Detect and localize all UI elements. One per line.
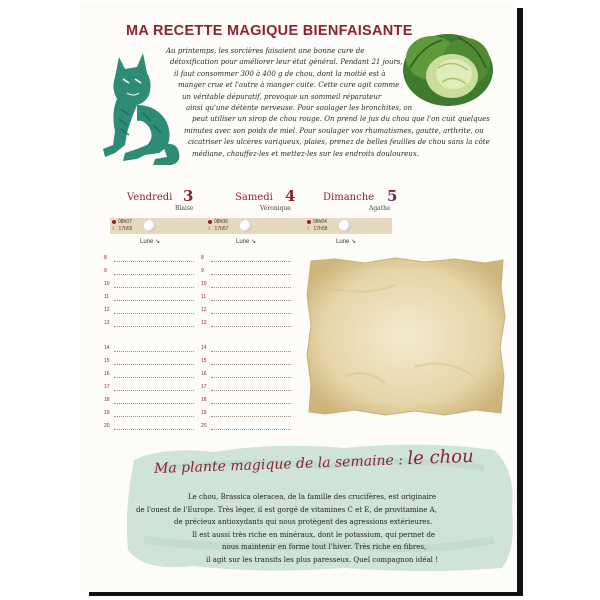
hour-label: 12 — [104, 307, 110, 313]
saint-name: Agathe — [369, 205, 391, 212]
sunrise-time: 08h04 — [313, 219, 327, 225]
hour-row[interactable] — [104, 345, 194, 353]
plant-line: de l'ouest de l'Europe. Très léger, il est gorgé de vitamines C et E, de provitamine A, — [136, 505, 437, 514]
hour-row[interactable] — [104, 255, 194, 263]
sunset-time: 17h57 — [214, 226, 229, 232]
hour-label: 16 — [201, 371, 207, 377]
day-number: 3 — [183, 187, 194, 205]
hour-label: 20 — [201, 423, 207, 429]
hour-writing-line[interactable] — [114, 351, 194, 352]
hour-label: 18 — [104, 397, 110, 403]
hour-writing-line[interactable] — [211, 377, 291, 378]
hour-row[interactable] — [104, 371, 194, 379]
recipe-line: Au printemps, les sorcières faisaient une bonne cure de — [166, 47, 365, 55]
hour-writing-line[interactable] — [114, 274, 194, 275]
hour-writing-line[interactable] — [211, 390, 291, 391]
planner-page — [80, 2, 517, 592]
plant-line: Il est aussi très riche en minéraux, dont le potassium, qui permet de — [192, 530, 436, 539]
sun-icon — [208, 220, 212, 224]
hour-row[interactable] — [104, 423, 194, 431]
hour-writing-line[interactable] — [211, 300, 291, 301]
hour-label: 17 — [104, 384, 110, 390]
hour-label: 10 — [201, 281, 207, 287]
plant-title-prefix: Ma plante magique de la semaine : — [153, 452, 404, 477]
hour-writing-line[interactable] — [211, 351, 291, 352]
recipe-title: MA RECETTE MAGIQUE BIENFAISANTE — [126, 23, 413, 39]
hour-label: 14 — [104, 345, 110, 351]
recipe-line: cicatriser les ulcères variqueux, plaies, prenez de belles feuilles de chou sans la côte — [188, 138, 490, 147]
hour-label: 20 — [104, 423, 110, 429]
plant-line: Le chou, Brassica oleracea, de la famille des crucifères, est originaire — [188, 493, 437, 501]
hour-row[interactable] — [104, 294, 194, 302]
sun-icon — [112, 220, 116, 224]
hour-label: 11 — [104, 294, 110, 300]
hour-writing-line[interactable] — [211, 287, 291, 288]
hour-row[interactable] — [104, 358, 194, 366]
day-number: 5 — [387, 187, 398, 205]
hour-row[interactable] — [104, 410, 194, 418]
hour-label: 18 — [201, 397, 207, 403]
hour-writing-line[interactable] — [114, 287, 194, 288]
hour-writing-line[interactable] — [114, 364, 194, 365]
hour-label: 8 — [104, 255, 107, 261]
hour-label: 12 — [201, 307, 207, 313]
moon-crescent-icon: ☾ — [112, 226, 117, 232]
hour-label: 19 — [104, 410, 110, 416]
hour-label: 15 — [201, 358, 207, 364]
recipe-line: peut utiliser un sirop de chou rouge. On prend le jus du chou que l'on cuit quelques — [192, 115, 490, 124]
hour-label: 13 — [104, 320, 110, 326]
hour-writing-line[interactable] — [211, 403, 291, 404]
day-number: 4 — [285, 187, 296, 205]
hour-row[interactable] — [104, 268, 194, 276]
sunrise-time: 08h07 — [118, 219, 132, 225]
sunset-time: 17h55 — [118, 226, 133, 232]
hour-row[interactable] — [201, 410, 291, 418]
lune-label: Lune ↘ — [336, 239, 357, 245]
hour-writing-line[interactable] — [114, 261, 194, 262]
hour-label: 16 — [104, 371, 110, 377]
sun-times-saturday — [208, 219, 228, 233]
hour-writing-line[interactable] — [211, 274, 291, 275]
moon-crescent-icon: ☾ — [307, 226, 312, 232]
hour-label: 14 — [201, 345, 207, 351]
hour-writing-line[interactable] — [211, 364, 291, 365]
hour-label: 19 — [201, 410, 207, 416]
hour-label: 13 — [201, 320, 207, 326]
hour-row[interactable] — [201, 281, 291, 289]
hour-row[interactable] — [201, 384, 291, 392]
hour-label: 11 — [201, 294, 207, 300]
plant-line: nous maintenir en forme tout l'hiver. Très riche en fibres, — [222, 543, 427, 551]
hour-row[interactable] — [201, 345, 291, 353]
hour-writing-line[interactable] — [211, 313, 291, 314]
hour-row[interactable] — [201, 358, 291, 366]
plant-line: il agit sur les transits les plus paresseux. Quel compagnon idéal ! — [206, 555, 438, 564]
plant-title-name: le chou — [407, 445, 474, 470]
sunrise-time: 08h06 — [214, 219, 228, 225]
hour-row[interactable] — [104, 320, 194, 328]
recipe-line: un véritable dépuratif, provoque un sommeil réparateur — [182, 92, 382, 101]
hour-writing-line[interactable] — [114, 300, 194, 301]
cabbage-illustration-icon — [402, 28, 494, 108]
lune-label: Lune ↘ — [236, 239, 257, 245]
hour-row[interactable] — [104, 384, 194, 392]
day-name: Vendredi — [127, 192, 173, 203]
recipe-line: il faut consommer 300 à 400 g de chou, dont la moitié est à — [174, 69, 386, 78]
hour-writing-line[interactable] — [114, 313, 194, 314]
hour-label: 10 — [104, 281, 110, 287]
parchment-note-area[interactable] — [305, 257, 507, 417]
hour-row[interactable] — [104, 397, 194, 405]
hour-writing-line[interactable] — [114, 377, 194, 378]
hour-row[interactable] — [201, 255, 291, 263]
plant-line: de précieux antioxydants qui nous protègent des agressions extérieures. — [174, 518, 433, 526]
hour-row[interactable] — [201, 397, 291, 405]
recipe-line: manger crue et l'autre à manger cuite. Cette cure agit comme — [178, 81, 400, 90]
hour-writing-line[interactable] — [114, 403, 194, 404]
hour-writing-line[interactable] — [211, 416, 291, 417]
hour-label: 17 — [201, 384, 207, 390]
hour-row[interactable] — [201, 268, 291, 276]
hour-writing-line[interactable] — [114, 416, 194, 417]
hour-label: 15 — [104, 358, 110, 364]
hour-label: 8 — [201, 255, 204, 261]
hour-writing-line[interactable] — [211, 429, 291, 430]
hour-row[interactable] — [201, 423, 291, 431]
hour-writing-line[interactable] — [114, 326, 194, 327]
sun-times-friday — [112, 219, 132, 233]
hour-row[interactable] — [201, 294, 291, 302]
hour-label: 9 — [201, 268, 204, 274]
recipe-line: minutes avec son poids de miel. Pour soulager vos rhumatismes, goutte, arthrite, ou — [184, 126, 484, 135]
saint-name: Blaise — [175, 205, 194, 212]
day-name: Samedi — [235, 192, 273, 203]
day-name: Dimanche — [323, 192, 375, 203]
hour-row[interactable] — [104, 307, 194, 315]
recipe-line: détoxification pour améliorer leur état général. Pendant 21 jours, — [170, 58, 403, 67]
moon-crescent-icon: ☾ — [208, 226, 213, 232]
moon-phase-icon — [339, 220, 351, 232]
saint-name: Véronique — [260, 205, 291, 212]
moon-phase-icon — [144, 220, 156, 232]
hour-writing-line[interactable] — [114, 390, 194, 391]
hour-writing-line[interactable] — [114, 429, 194, 430]
hour-row[interactable] — [201, 320, 291, 328]
moon-phase-icon — [240, 220, 252, 232]
hour-writing-line[interactable] — [211, 326, 291, 327]
hour-row[interactable] — [104, 281, 194, 289]
hour-row[interactable] — [201, 307, 291, 315]
lune-label: Lune ↘ — [140, 239, 161, 245]
recipe-line: médiane, chauffez-les et mettez-les sur les endroits douloureux. — [192, 149, 419, 158]
sunset-time: 17h58 — [313, 226, 328, 232]
hour-label: 9 — [104, 268, 107, 274]
hour-row[interactable] — [201, 371, 291, 379]
hour-writing-line[interactable] — [211, 261, 291, 262]
sun-times-sunday — [307, 219, 327, 233]
sun-icon — [307, 220, 311, 224]
recipe-line: ainsi qu'une détente nerveuse. Pour soulager les bronchites, on — [186, 104, 413, 112]
